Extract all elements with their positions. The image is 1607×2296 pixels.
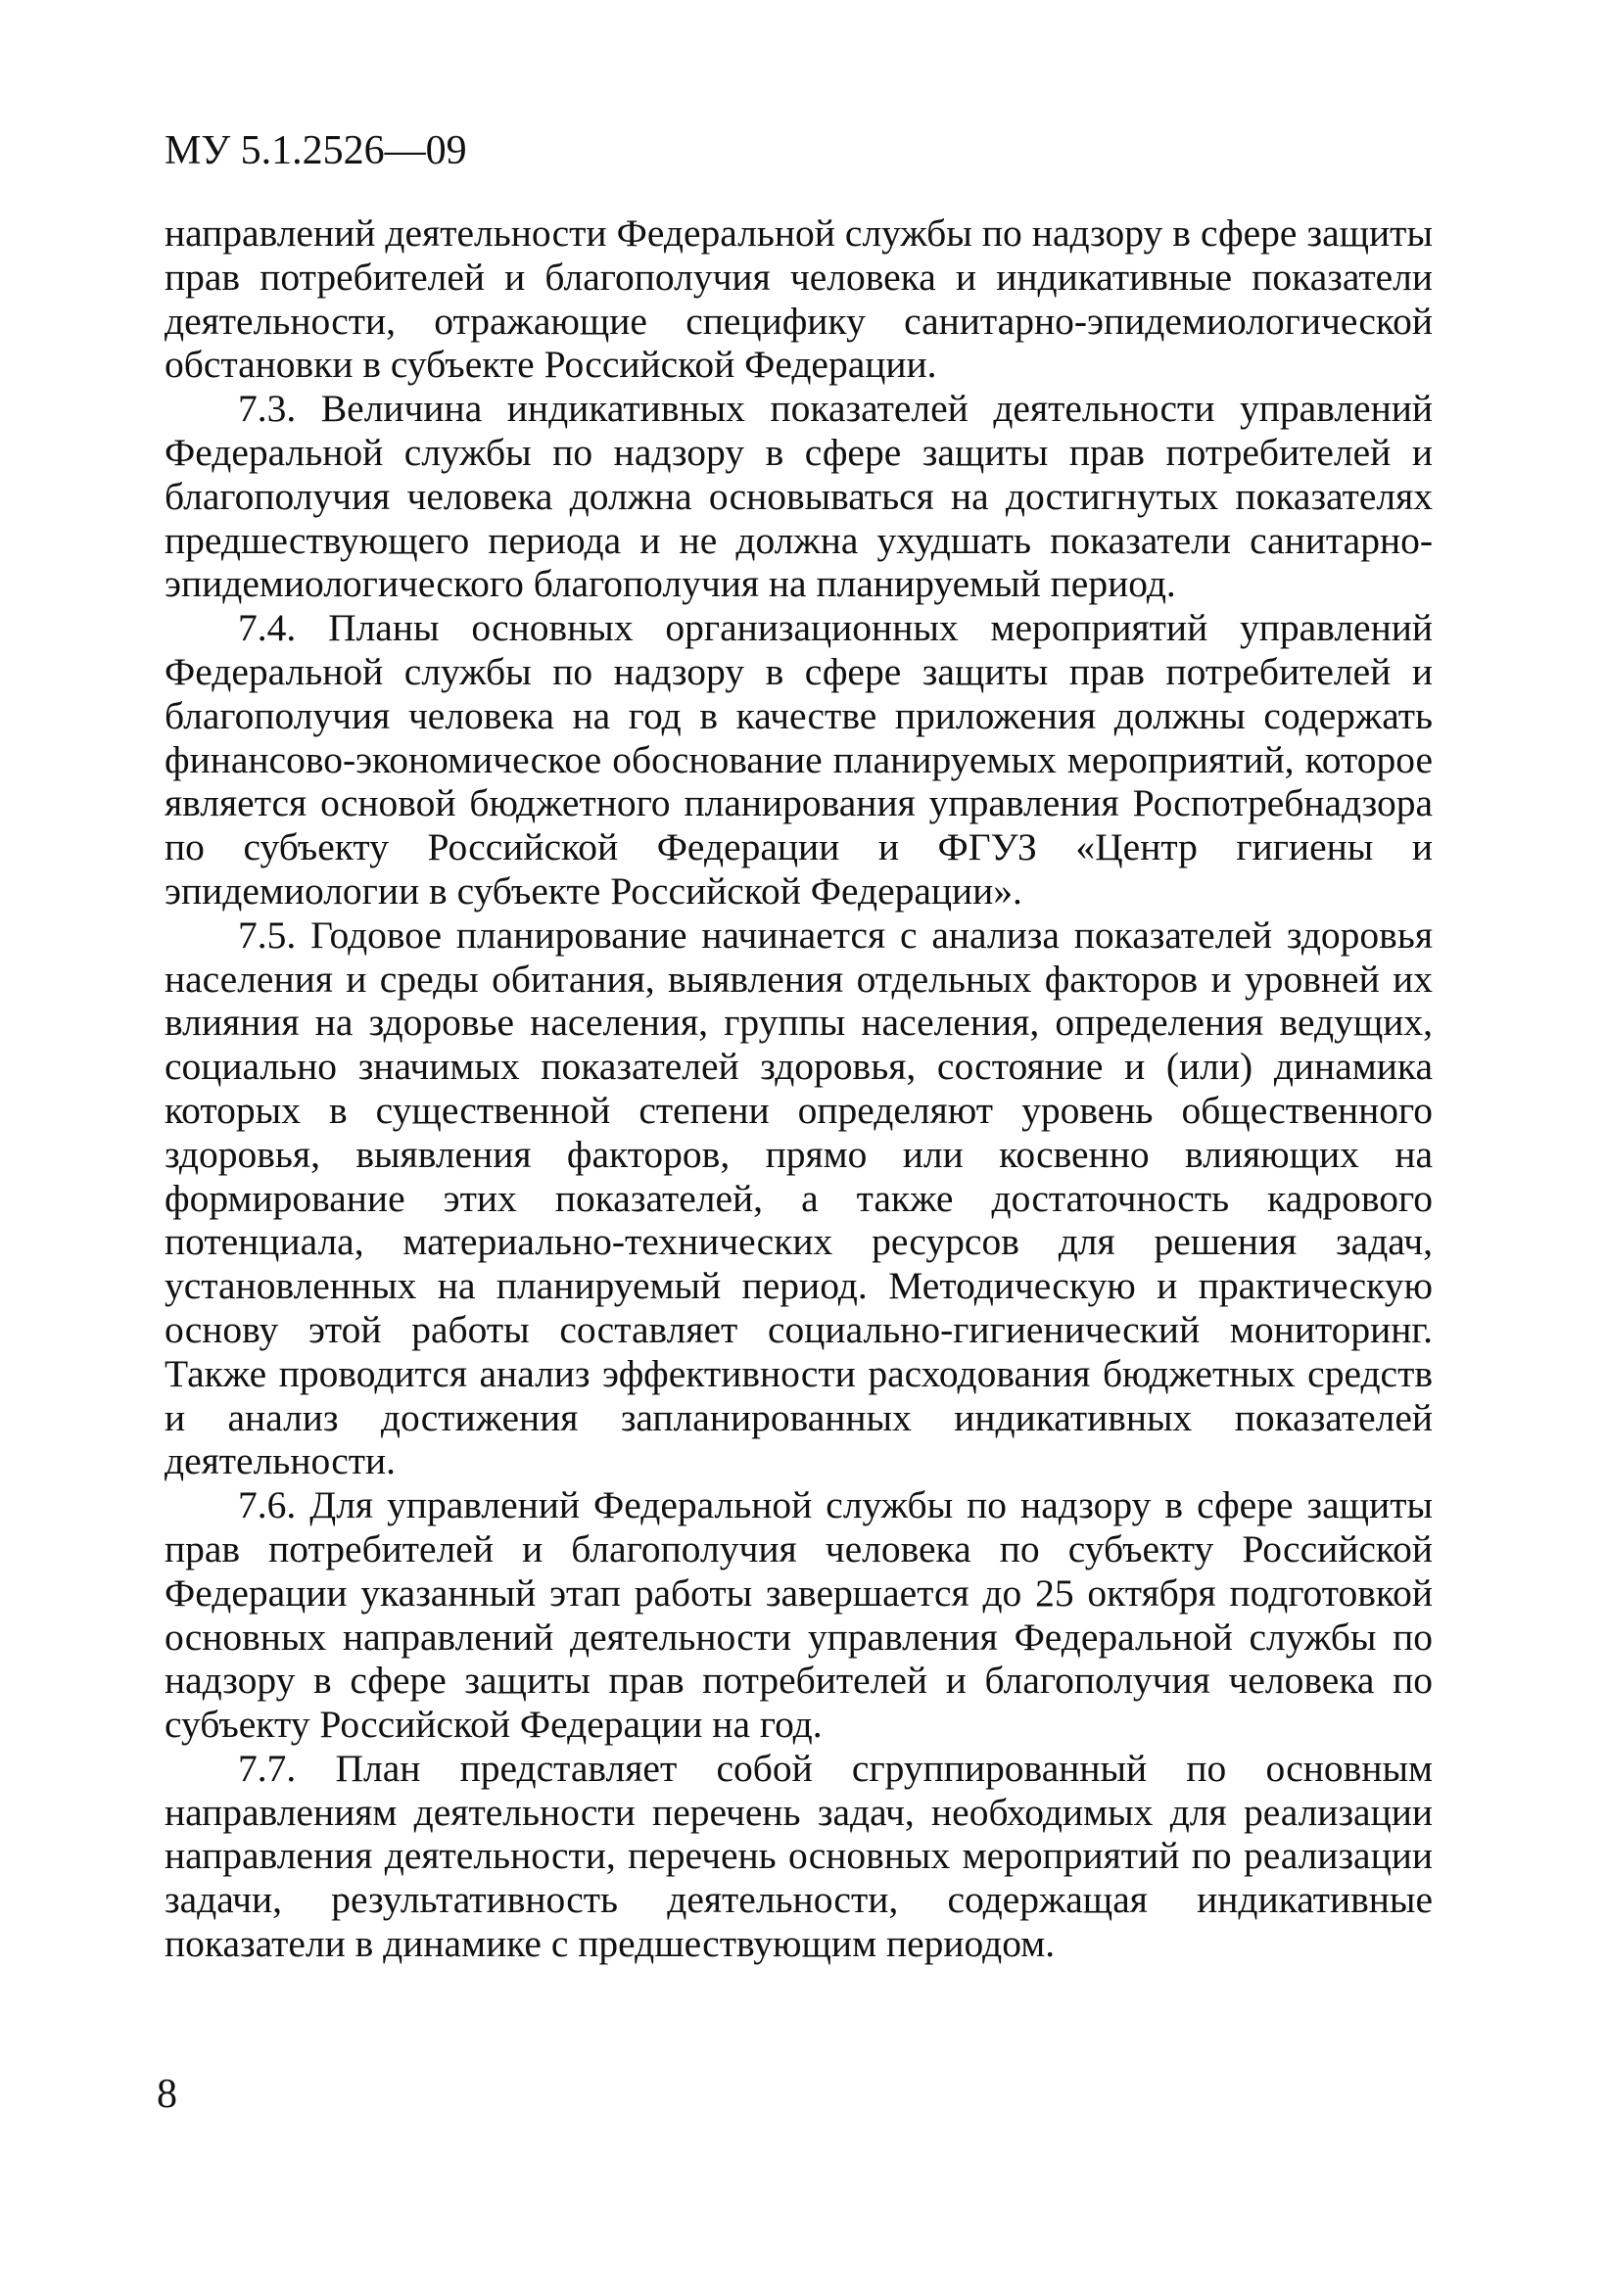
- document-code-header: МУ 5.1.2526—09: [165, 128, 467, 173]
- page-number: 8: [157, 2072, 177, 2117]
- paragraph-7-5: 7.5. Годовое планирование начинается с анализа показателей здоровья населения и среды обитания, выявления отдельных факторов и уровней их влияния на здоровье населения, группы населения, определения ведущих, социально значимых показателей здоровья, состояние и (или) динамика которых в существенной степени определяют уровень общественного здоровья, выявления факторов, прямо или косвенно влияющих на формирование этих показателей, а также достаточность кадрового потенциала, материально-технических ресурсов для решения задач, установленных на планируемый период. Методическую и практическую основу этой работы составляет социально-гигиенический мониторинг. Также проводится анализ эффективности расходования бюджетных средств и анализ достижения запланированных индикативных показателей деятельности.: [165, 913, 1433, 1483]
- paragraph-continuation: направлений деятельности Федеральной службы по надзору в сфере защиты прав потребителей и благополучия человека и индикативные показатели деятельности, отражающие специфику санитарно-эпидемиологической обстановки в субъекте Российской Федерации.: [165, 211, 1433, 387]
- document-body: [165, 211, 1433, 1966]
- paragraph-7-7: 7.7. План представляет собой сгруппированный по основным направлениям деятельности перечень задач, необходимых для реализации направления деятельности, перечень основных мероприятий по реализации задачи, результативность деятельности, содержащая индикативные показатели в динамике с предшествующим периодом.: [165, 1746, 1433, 1966]
- paragraph-7-6: 7.6. Для управлений Федеральной службы по надзору в сфере защиты прав потребителей и благополучия человека по субъекту Российской Федерации указанный этап работы завершается до 25 октября подготовкой основных направлений деятельности управления Федеральной службы по надзору в сфере защиты прав потребителей и благополучия человека по субъекту Российской Федерации на год.: [165, 1483, 1433, 1747]
- paragraph-7-3: 7.3. Величина индикативных показателей деятельности управлений Федеральной службы по надзору в сфере защиты прав потребителей и благополучия человека должна основываться на достигнутых показателях предшествующего периода и не должна ухудшать показатели санитарно-эпидемиологического благополучия на планируемый период.: [165, 387, 1433, 606]
- paragraph-7-4: 7.4. Планы основных организационных мероприятий управлений Федеральной службы по надзору в сфере защиты прав потребителей и благополучия человека на год в качестве приложения должны содержать финансово-экономическое обоснование планируемых мероприятий, которое является основой бюджетного планирования управления Роспотребнадзора по субъекту Российской Федерации и ФГУЗ «Центр гигиены и эпидемиологии в субъекте Российской Федерации».: [165, 606, 1433, 913]
